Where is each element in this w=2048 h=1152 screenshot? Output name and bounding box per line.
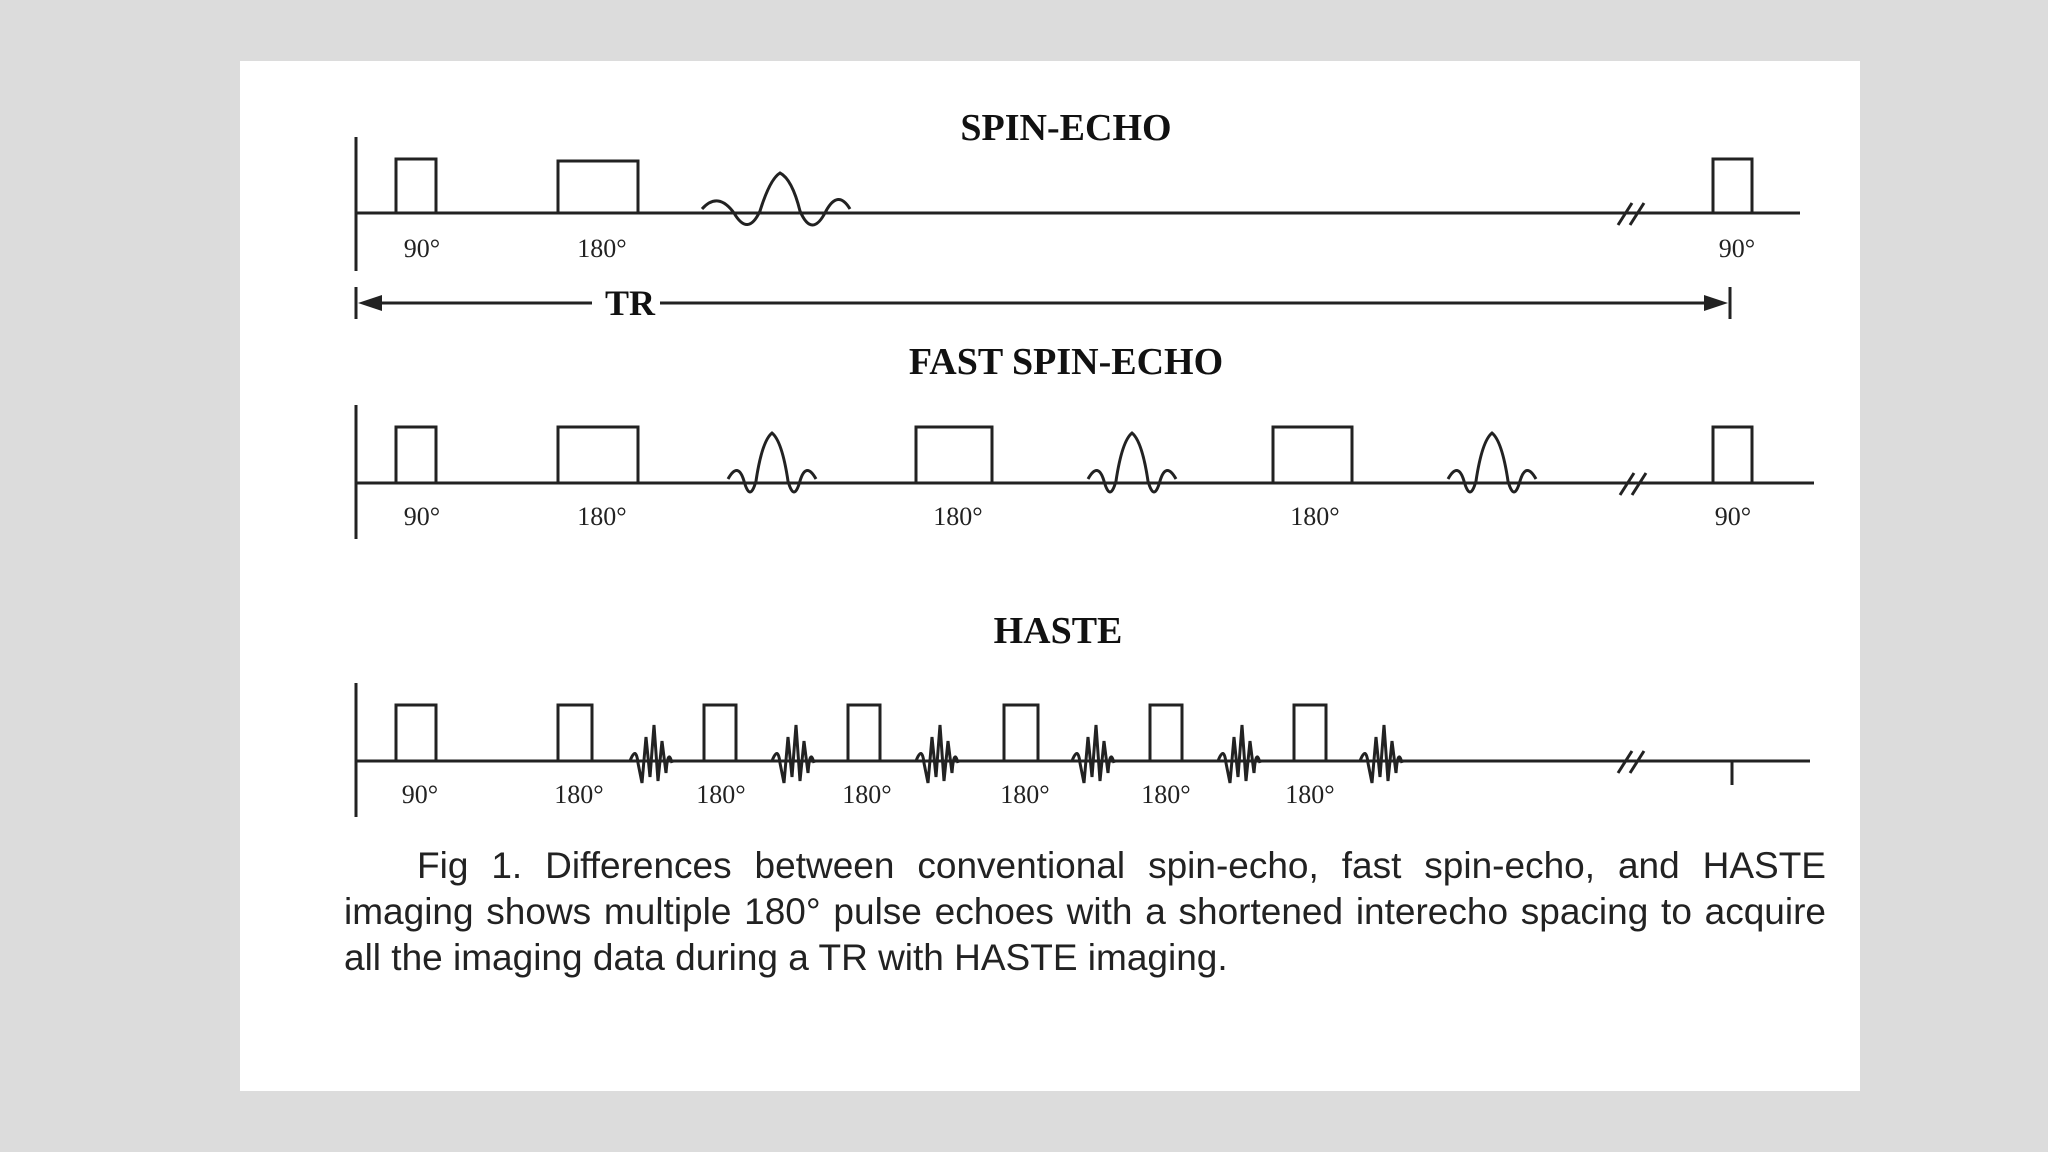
- haste-echo-3: [916, 725, 958, 783]
- pulse-label: 180°: [842, 780, 892, 809]
- haste-title: HASTE: [993, 610, 1123, 652]
- tr-left-arrowhead: [358, 295, 382, 311]
- spin-echo-90-pulse: [396, 159, 436, 213]
- spin-echo-echo: [702, 173, 850, 225]
- fse-180-pulse-2: [916, 427, 992, 483]
- haste-echo-2: [772, 725, 814, 783]
- spin-echo-title: SPIN-ECHO: [960, 107, 1172, 149]
- figure-slide: [240, 61, 1860, 1091]
- pulse-label: 180°: [577, 234, 627, 263]
- fse-90-pulse: [396, 427, 436, 483]
- haste-180-pulse-5: [1150, 705, 1182, 761]
- pulse-label: 180°: [554, 780, 604, 809]
- fast-spin-echo-title: FAST SPIN-ECHO: [908, 341, 1224, 383]
- spin-echo-180-pulse: [558, 161, 638, 213]
- pulse-label: 90°: [1718, 234, 1756, 263]
- haste-echo-6: [1360, 725, 1402, 783]
- haste-echo-5: [1218, 725, 1260, 783]
- haste-180-pulse-1: [558, 705, 592, 761]
- haste-180-pulse-3: [848, 705, 880, 761]
- pulse-label: 90°: [403, 502, 441, 531]
- pulse-label: 180°: [933, 502, 983, 531]
- pulse-label: 90°: [403, 234, 441, 263]
- pulse-label: 180°: [1141, 780, 1191, 809]
- figure-caption: Fig 1. Differences between conventional spin-echo, fast spin-echo, and HASTE imaging shows multiple 180° pulse echoes with a shortened interecho spacing to acquire all the imaging data during a TR with HASTE imaging.: [344, 845, 1826, 978]
- pulse-label: 180°: [577, 502, 627, 531]
- pulse-label: 180°: [696, 780, 746, 809]
- spin-echo-90-pulse-2: [1713, 159, 1752, 213]
- fse-180-pulse-1: [558, 427, 638, 483]
- pulse-label: 90°: [401, 780, 439, 809]
- pulse-label: 180°: [1290, 502, 1340, 531]
- fse-90-pulse-2: [1713, 427, 1752, 483]
- haste-180-pulse-6: [1294, 705, 1326, 761]
- tr-label: TR: [604, 283, 656, 323]
- pulse-label: 180°: [1285, 780, 1335, 809]
- haste-echo-1: [630, 725, 672, 783]
- haste-echo-4: [1072, 725, 1114, 783]
- fse-180-pulse-3: [1273, 427, 1352, 483]
- haste-90-pulse: [396, 705, 436, 761]
- haste-180-pulse-2: [704, 705, 736, 761]
- haste-180-pulse-4: [1004, 705, 1038, 761]
- pulse-label: 180°: [1000, 780, 1050, 809]
- tr-right-arrowhead: [1704, 295, 1728, 311]
- pulse-label: 90°: [1714, 502, 1752, 531]
